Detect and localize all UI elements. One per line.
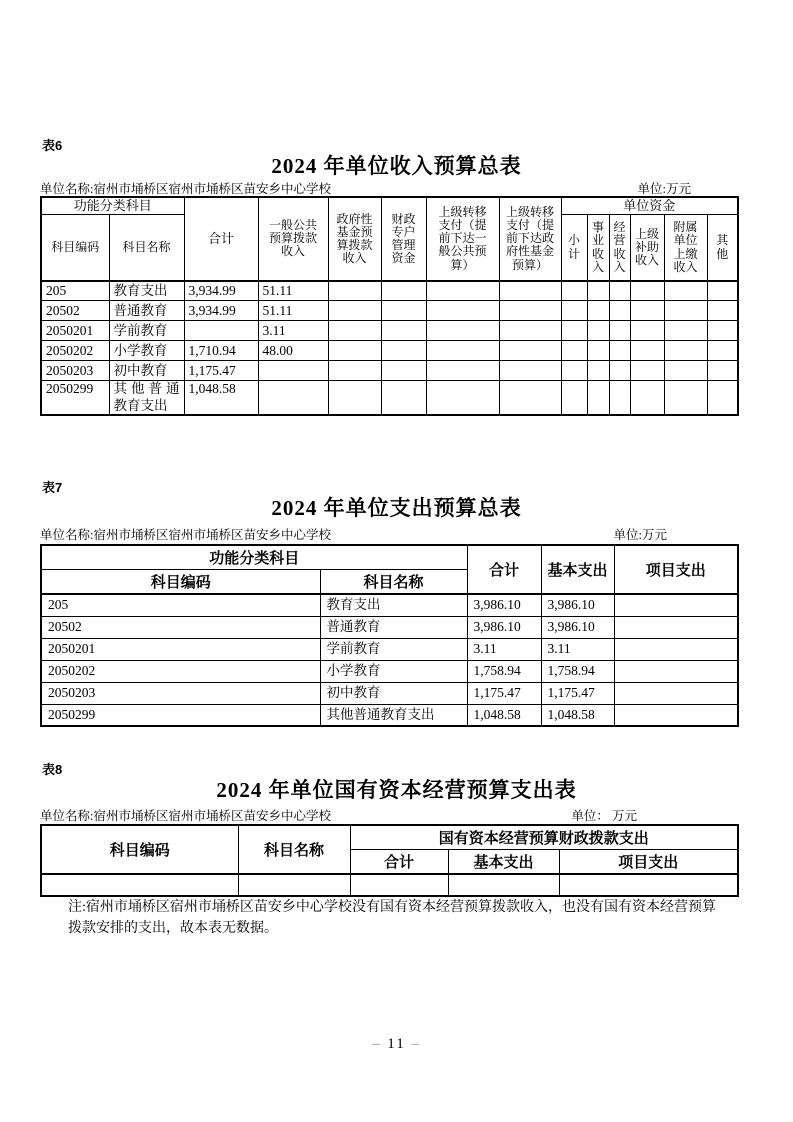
- cell: 教育支出: [320, 594, 467, 616]
- header-general-public-budget-income: 一般公共预算拨款收入: [258, 197, 328, 281]
- cell: [561, 341, 587, 361]
- cell: 其他普通教育支出: [109, 381, 184, 415]
- cell: 1,758.94: [541, 660, 614, 682]
- table-row: [41, 594, 738, 616]
- cell: 205: [41, 594, 320, 616]
- cell: 3.11: [258, 321, 328, 341]
- header-basic-expenditure: 基本支出: [448, 850, 559, 875]
- cell: 3.11: [541, 638, 614, 660]
- header-operating-income: 经营收入: [609, 215, 630, 281]
- cell: [587, 301, 609, 321]
- cell: [328, 381, 381, 415]
- table-row: [41, 361, 738, 381]
- header-subject-code: 科目编码: [41, 825, 238, 874]
- header-subject-code: 科目编码: [41, 570, 320, 595]
- cell: 3,986.10: [467, 594, 541, 616]
- cell: 48.00: [258, 341, 328, 361]
- cell: 普通教育: [109, 301, 184, 321]
- cell: [630, 301, 664, 321]
- cell: [426, 341, 499, 361]
- cell: [707, 301, 738, 321]
- cell: 2050201: [41, 321, 109, 341]
- cell: 3,986.10: [541, 616, 614, 638]
- expenditure-budget-table: [40, 544, 739, 727]
- cell: 20502: [41, 616, 320, 638]
- table6-title: 2024 年单位收入预算总表: [271, 154, 522, 178]
- cell: 3.11: [467, 638, 541, 660]
- table-row: [41, 638, 738, 660]
- cell: [381, 281, 426, 301]
- header-affiliated-remit-income: 附属单位上缴收入: [664, 215, 707, 281]
- cell: [499, 361, 561, 381]
- header-func-group: 功能分类科目: [41, 545, 467, 570]
- header-subject-name: 科目名称: [109, 215, 184, 281]
- cell: 学前教育: [109, 321, 184, 341]
- cell: 2050203: [41, 361, 109, 381]
- cell: [707, 281, 738, 301]
- cell: 1,048.58: [184, 381, 258, 415]
- table-row: [41, 616, 738, 638]
- table-row: [41, 341, 738, 361]
- cell: 其他普通教育支出: [320, 704, 467, 726]
- cell: [630, 361, 664, 381]
- cell: 2050299: [41, 381, 109, 415]
- cell: [609, 281, 630, 301]
- cell: [664, 361, 707, 381]
- cell: [381, 321, 426, 341]
- cell: [707, 381, 738, 415]
- cell: [381, 361, 426, 381]
- header-unit-funds-group: 单位资金: [561, 197, 738, 215]
- header-other: 其他: [707, 215, 738, 281]
- cell: [630, 341, 664, 361]
- header-total: 合计: [184, 197, 258, 281]
- header-total: 合计: [350, 850, 448, 875]
- cell: 20502: [41, 301, 109, 321]
- cell: 初中教育: [320, 682, 467, 704]
- cell: [587, 341, 609, 361]
- header-fiscal-special-account: 财政专户管理资金: [381, 197, 426, 281]
- cell: [587, 321, 609, 341]
- cell: 小学教育: [320, 660, 467, 682]
- header-project-expenditure: 项目支出: [614, 545, 738, 594]
- cell: [184, 321, 258, 341]
- cell: [664, 281, 707, 301]
- cell: [426, 381, 499, 415]
- cell: [426, 301, 499, 321]
- cell: 小学教育: [109, 341, 184, 361]
- cell: [426, 361, 499, 381]
- table-row: [41, 660, 738, 682]
- cell: [614, 682, 738, 704]
- cell: [609, 301, 630, 321]
- table8-unit-name: 单位名称:宿州市埇桥区宿州市埇桥区苗安乡中心学校: [40, 809, 331, 823]
- cell: [499, 341, 561, 361]
- header-total: 合计: [467, 545, 541, 594]
- cell: [707, 361, 738, 381]
- table-row: [41, 874, 738, 896]
- cell: [426, 281, 499, 301]
- cell: [561, 301, 587, 321]
- table7-meta: [40, 525, 737, 543]
- cell: [587, 381, 609, 415]
- cell: [41, 874, 238, 896]
- header-subject-name: 科目名称: [320, 570, 467, 595]
- cell: [499, 281, 561, 301]
- cell: 1,048.58: [541, 704, 614, 726]
- cell: [258, 381, 328, 415]
- page-number-left-dash: –: [372, 1036, 382, 1052]
- table6-unit-name: 单位名称:宿州市埇桥区宿州市埇桥区苗安乡中心学校: [40, 182, 331, 196]
- cell: 1,175.47: [541, 682, 614, 704]
- cell: [614, 704, 738, 726]
- table8-title: 2024 年单位国有资本经营预算支出表: [216, 778, 577, 802]
- cell: [609, 361, 630, 381]
- cell: 1,758.94: [467, 660, 541, 682]
- table8-note: 注:宿州市埇桥区宿州市埇桥区苗安乡中心学校没有国有资本经营预算拨款收入，也没有国有资本经营预算拨款安排的支出，故本表无数据。: [68, 900, 716, 936]
- cell: 2050202: [41, 341, 109, 361]
- cell: 2050299: [41, 704, 320, 726]
- page-number: [0, 1036, 793, 1053]
- table-row: [41, 682, 738, 704]
- cell: [609, 341, 630, 361]
- table-row: [41, 301, 738, 321]
- table6-unit: 单位:万元: [637, 182, 691, 196]
- cell: 3,986.10: [467, 616, 541, 638]
- cell: [614, 594, 738, 616]
- cell: [381, 341, 426, 361]
- table-row: [41, 704, 738, 726]
- cell: [328, 341, 381, 361]
- table-row: [41, 281, 738, 301]
- table-row: [41, 321, 738, 341]
- cell: [587, 361, 609, 381]
- cell: [328, 321, 381, 341]
- cell: 1,710.94: [184, 341, 258, 361]
- cell: [258, 361, 328, 381]
- table8-label: 表8: [42, 762, 63, 777]
- cell: [664, 321, 707, 341]
- table7-unit: 单位:万元: [613, 528, 667, 542]
- cell: [448, 874, 559, 896]
- cell: [499, 381, 561, 415]
- cell: [561, 381, 587, 415]
- cell: 1,175.47: [184, 361, 258, 381]
- cell: [664, 301, 707, 321]
- header-project-expenditure: 项目支出: [559, 850, 738, 875]
- cell: [238, 874, 350, 896]
- header-fiscal-grant-group: 国有资本经营预算财政拨款支出: [350, 825, 738, 850]
- cell: [707, 321, 738, 341]
- table-row: [41, 381, 738, 415]
- cell: 学前教育: [320, 638, 467, 660]
- header-basic-expenditure: 基本支出: [541, 545, 614, 594]
- cell: 51.11: [258, 281, 328, 301]
- cell: 初中教育: [109, 361, 184, 381]
- cell: [664, 381, 707, 415]
- cell: 3,986.10: [541, 594, 614, 616]
- table6-meta: [40, 179, 737, 197]
- header-govt-fund-budget-income: 政府性基金预算拨款收入: [328, 197, 381, 281]
- cell: 1,175.47: [467, 682, 541, 704]
- cell: [328, 361, 381, 381]
- table7-label: 表7: [42, 480, 63, 495]
- cell: [381, 301, 426, 321]
- header-subject-name: 科目名称: [238, 825, 350, 874]
- cell: [587, 281, 609, 301]
- cell: 2050203: [41, 682, 320, 704]
- cell: [559, 874, 738, 896]
- cell: [614, 616, 738, 638]
- header-subject-code: 科目编码: [41, 215, 109, 281]
- cell: [630, 281, 664, 301]
- income-budget-table: [40, 196, 739, 416]
- table6-label: 表6: [42, 138, 63, 153]
- cell: [609, 321, 630, 341]
- table8-unit: 单位： 万元: [571, 809, 637, 823]
- cell: [630, 381, 664, 415]
- cell: [499, 301, 561, 321]
- table7-title: 2024 年单位支出预算总表: [271, 496, 522, 520]
- cell: 普通教育: [320, 616, 467, 638]
- table7-unit-name: 单位名称:宿州市埇桥区宿州市埇桥区苗安乡中心学校: [40, 528, 331, 542]
- header-transfer-govt-fund: 上级转移支付（提前下达政府性基金预算）: [499, 197, 561, 281]
- cell: [561, 281, 587, 301]
- cell: [664, 341, 707, 361]
- cell: 205: [41, 281, 109, 301]
- cell: [499, 321, 561, 341]
- header-superior-subsidy-income: 上级补助收入: [630, 215, 664, 281]
- capital-budget-table: [40, 824, 739, 897]
- table8-meta: [40, 806, 737, 824]
- cell: 3,934.99: [184, 301, 258, 321]
- cell: [707, 341, 738, 361]
- cell: 2050202: [41, 660, 320, 682]
- page-number-value: 11: [387, 1036, 406, 1052]
- cell: [328, 281, 381, 301]
- cell: 1,048.58: [467, 704, 541, 726]
- cell: [609, 381, 630, 415]
- cell: [426, 321, 499, 341]
- cell: [614, 638, 738, 660]
- cell: 3,934.99: [184, 281, 258, 301]
- page-number-right-dash: –: [411, 1036, 421, 1052]
- header-subtotal: 小计: [561, 215, 587, 281]
- header-func-group: 功能分类科目: [41, 197, 184, 215]
- cell: [350, 874, 448, 896]
- header-service-income: 事业收入: [587, 215, 609, 281]
- cell: [614, 660, 738, 682]
- cell: 2050201: [41, 638, 320, 660]
- cell: [381, 381, 426, 415]
- header-transfer-general: 上级转移支付（提前下达一般公共预算）: [426, 197, 499, 281]
- cell: [561, 321, 587, 341]
- cell: [630, 321, 664, 341]
- cell: [561, 361, 587, 381]
- cell: [328, 301, 381, 321]
- cell: 教育支出: [109, 281, 184, 301]
- cell: 51.11: [258, 301, 328, 321]
